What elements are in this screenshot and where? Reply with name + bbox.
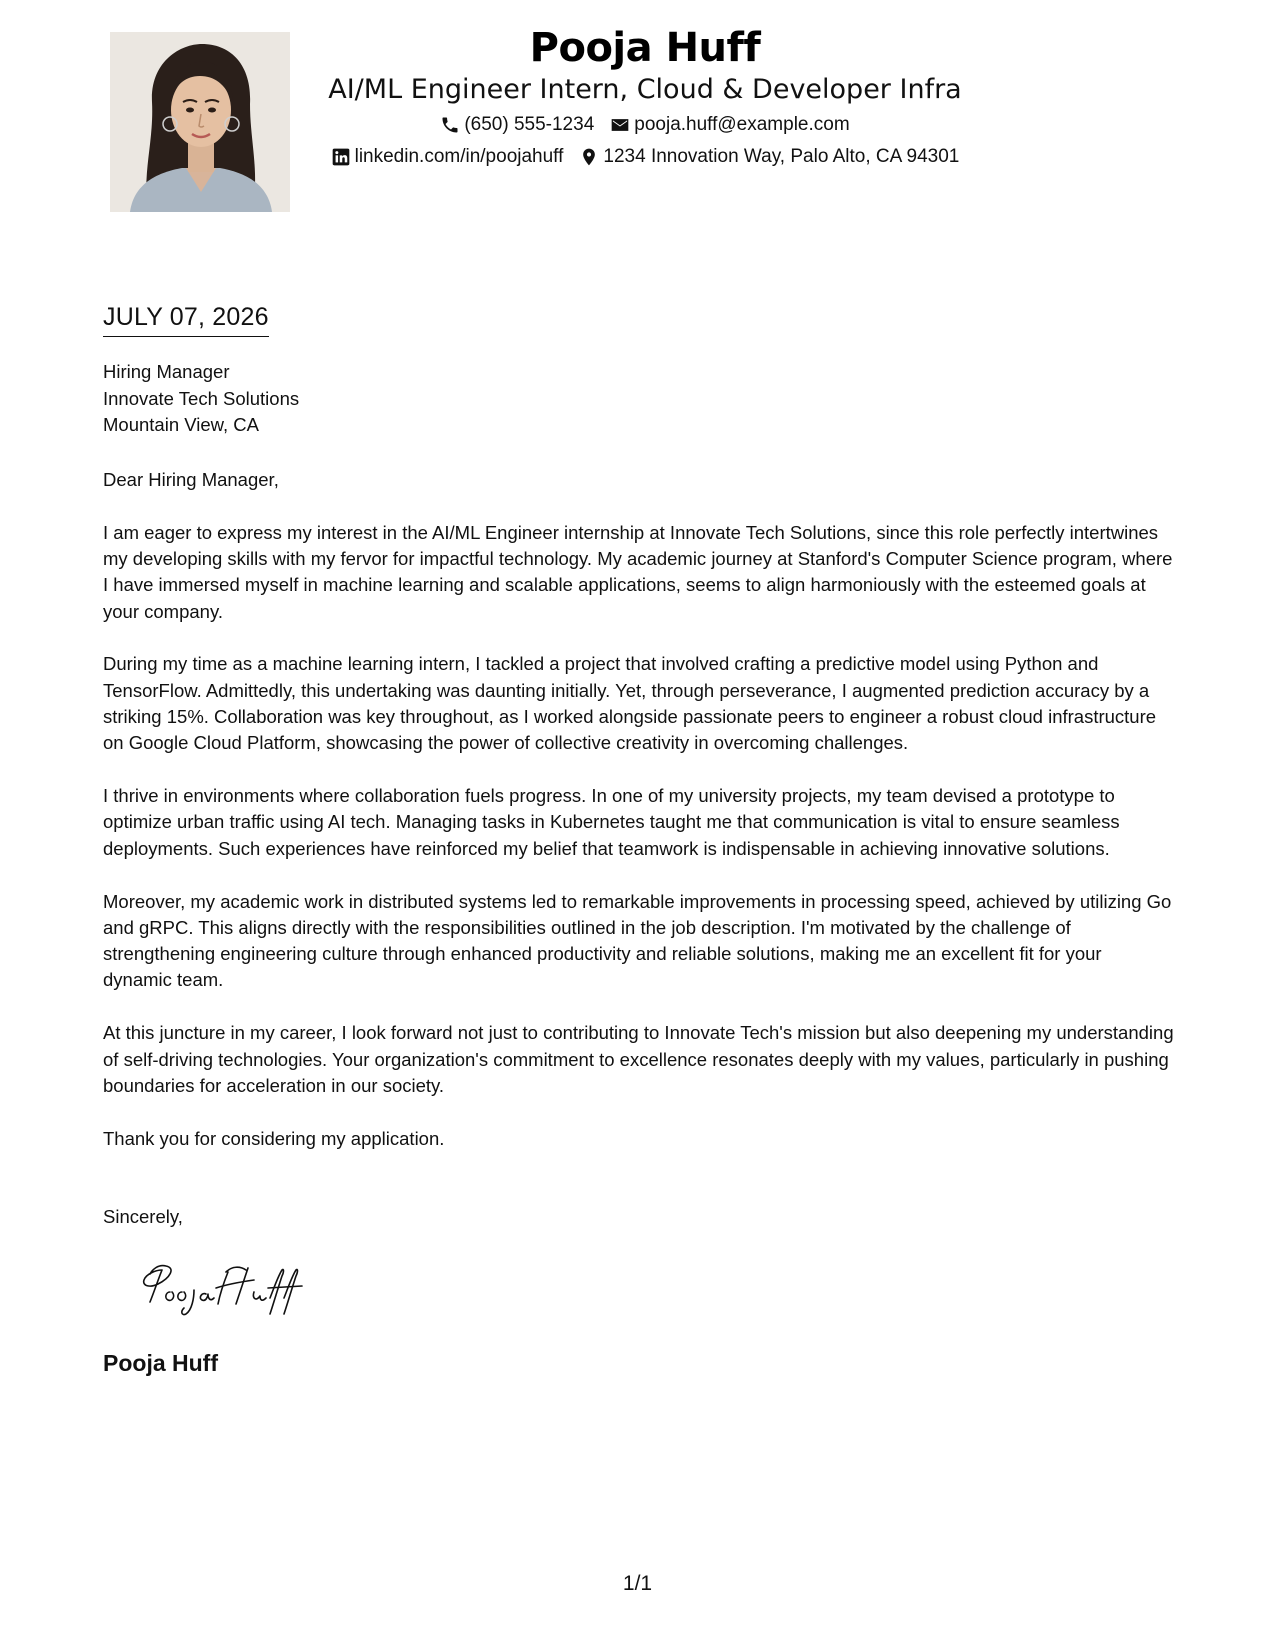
- recipient-line: Innovate Tech Solutions: [103, 387, 300, 409]
- letter-date: JULY 07, 2026: [103, 301, 269, 337]
- letter-paragraph: Thank you for considering my application.: [103, 1127, 445, 1149]
- candidate-title: AI/ML Engineer Intern, Cloud & Developer Infra: [328, 74, 962, 105]
- envelope-icon: [610, 115, 630, 135]
- recipient-block: [103, 359, 299, 439]
- signed-name: Pooja Huff: [103, 1350, 218, 1376]
- phone-text: (650) 555-1234: [464, 114, 595, 135]
- contact-row-primary: [300, 112, 990, 138]
- handwritten-signature: [136, 1258, 336, 1318]
- linkedin-text: linkedin.com/in/poojahuff: [354, 146, 564, 167]
- address-text: 1234 Innovation Way, Palo Alto, CA 94301: [603, 146, 960, 167]
- email-contact[interactable]: [610, 112, 849, 138]
- profile-photo: [110, 32, 290, 212]
- linkedin-icon: [331, 147, 351, 167]
- date-block: [103, 301, 269, 337]
- letter-paragraph: At this juncture in my career, I look forward not just to contributing to Innovate Tech's mission but also deepening my understanding of self-driving technologies. Your organization's commitment to excellence resonates deeply with my values, particularly in pushing boundaries for acceleration in our society.: [103, 1022, 1174, 1096]
- salutation: Dear Hiring Manager,: [103, 469, 279, 490]
- linkedin-contact[interactable]: [331, 144, 564, 170]
- recipient-line: Hiring Manager: [103, 361, 230, 382]
- address-contact: [579, 144, 959, 170]
- closing: Sincerely,: [103, 1206, 183, 1227]
- email-text: pooja.huff@example.com: [634, 114, 850, 135]
- map-marker-icon: [579, 147, 599, 167]
- candidate-name: Pooja Huff: [529, 25, 761, 71]
- letter-body: [103, 467, 1175, 1178]
- phone-icon: [440, 115, 460, 135]
- recipient-line: Mountain View, CA: [103, 414, 259, 435]
- letter-paragraph: During my time as a machine learning intern, I tackled a project that involved crafting a predictive model using Python and TensorFlow. Admittedly, this undertaking was daunting initially. Yet, through perseverance, I augmented prediction accuracy by a striking 15%. Collaboration was key throughout, as I worked alongside passionate peers to engineer a robust cloud infrastructure on Google Cloud Platform, showcasing the power of collective creativity in overcoming challenges.: [103, 653, 1157, 754]
- contact-row-secondary: [300, 144, 990, 170]
- header: [300, 22, 990, 170]
- letter-paragraph: I thrive in environments where collaboration fuels progress. In one of my university projects, my team devised a prototype to optimize urban traffic using AI tech. Managing tasks in Kubernetes taught me that communication is vital to ensure seamless deployments. Such experiences have reinforced my belief that teamwork is indispensable in achieving innovative solutions.: [103, 785, 1120, 859]
- letter-paragraph: Moreover, my academic work in distributed systems led to remarkable improvements in processing speed, achieved by utilizing Go and gRPC. This aligns directly with the responsibilities outlined in the job description. I'm motivated by the challenge of strengthening engineering culture through enhanced productivity and reliable solutions, making me an excellent fit for your dynamic team.: [103, 890, 1172, 991]
- letter-paragraph: I am eager to express my interest in the AI/ML Engineer internship at Innovate Tech Solutions, since this role perfectly intertwines my developing skills with my fervor for impactful technology. My academic journey at Stanford's Computer Science program, where I have immersed myself in machine learning and scalable applications, seems to align harmoniously with the esteemed goals at your company.: [103, 521, 1173, 622]
- phone-contact[interactable]: [440, 112, 594, 138]
- page-number: 1/1: [622, 1572, 653, 1595]
